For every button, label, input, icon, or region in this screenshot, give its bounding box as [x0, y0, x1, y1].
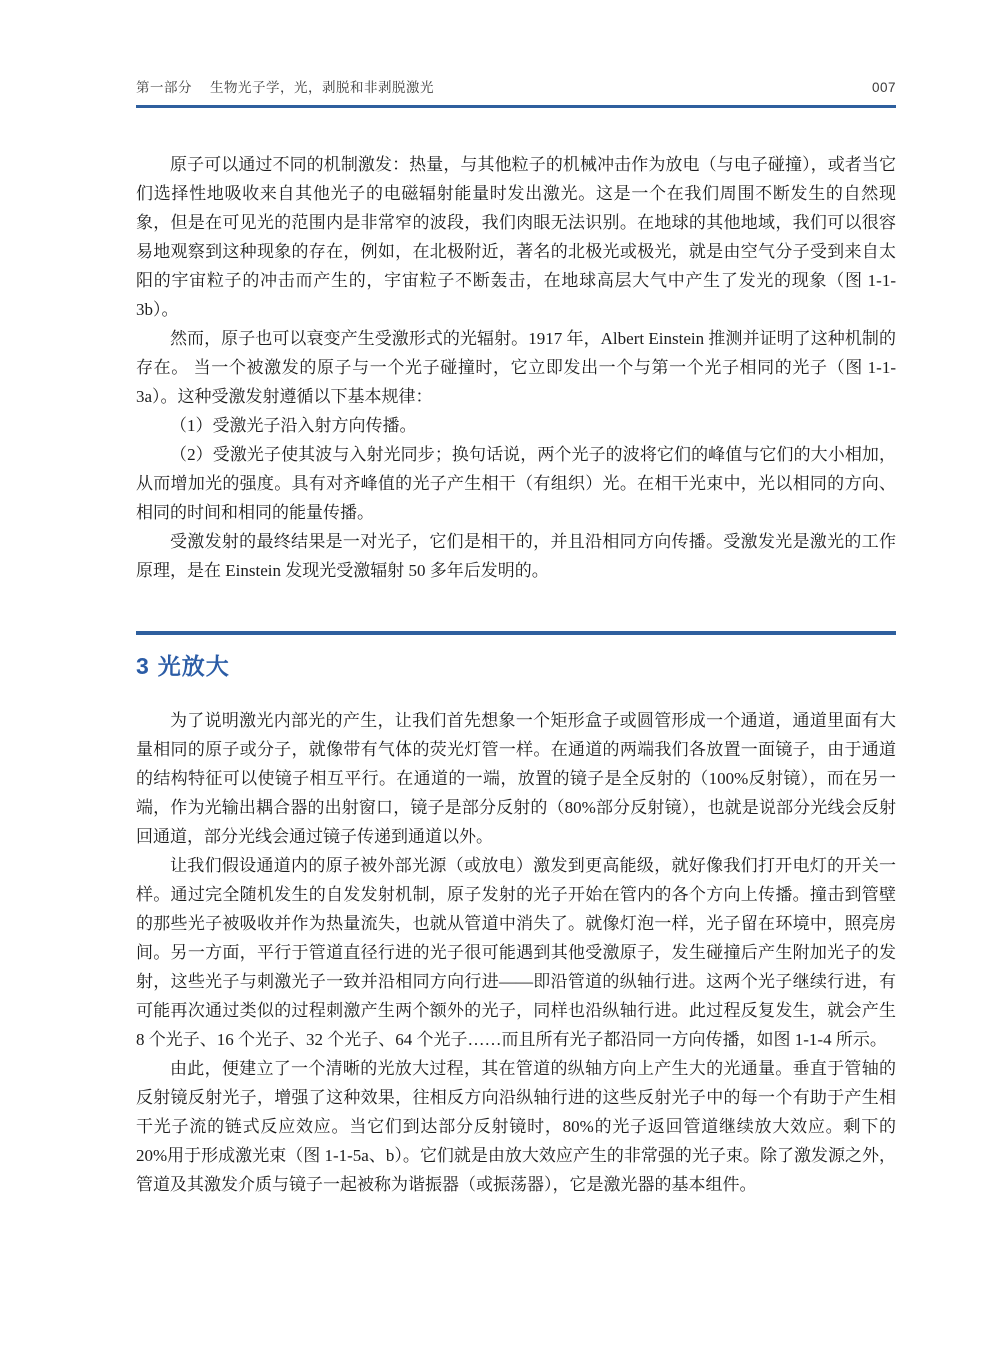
header-part-label: 第一部分 [136, 80, 192, 95]
running-header-titles [136, 76, 434, 96]
paragraph: 由此，便建立了一个清晰的光放大过程，其在管道的纵轴方向上产生大的光通量。垂直于管轴的反射镜反射光子，增强了这种效果，往相反方向沿纵轴行进的这些反射光子中的每一个有助于产生相干光子流的链式反应效应。当它们到达部分反射镜时，80%的光子返回管道继续放大效应。剩下的 20%用于形成激光束（图 1-1-5a、b）。它们就是由放大效应产生的非常强的光子束。除了激发源之外，管道及其激发介质与镜子一起被称为谐振器（或振荡器），它是激光器的基本组件。 [136, 1059, 896, 1194]
section-title: 光放大 [157, 653, 230, 679]
section-heading [136, 648, 896, 681]
page-content [136, 76, 896, 1199]
section-divider-rule [136, 631, 896, 635]
paragraph: 然而，原子也可以衰变产生受激形式的光辐射。1917 年，Albert Einstein 推测并证明了这种机制的存在。 当一个被激发的原子与一个光子碰撞时，它立即发出一个与第一个光子相同的光子（图 1-1-3a）。这种受激发射遵循以下基本规律： [136, 329, 896, 406]
page-number: 007 [871, 80, 896, 95]
list-item: （1）受激光子沿入射方向传播。 [170, 416, 417, 435]
section-text-block [136, 706, 896, 1199]
paragraph: 受激发射的最终结果是一对光子，它们是相干的，并且沿相同方向传播。受激发光是激光的工作原理，是在 Einstein 发现光受激辐射 50 多年后发明的。 [136, 532, 896, 580]
list-item: （2）受激光子使其波与入射光同步；换句话说，两个光子的波将它们的峰值与它们的大小相加，从而增加光的强度。具有对齐峰值的光子产生相干（有组织）光。在相干光束中，光以相同的方向、相同的时间和相同的能量传播。 [136, 445, 896, 522]
intro-text-block [136, 150, 896, 585]
header-rule [136, 105, 896, 108]
paragraph: 原子可以通过不同的机制激发：热量，与其他粒子的机械冲击作为放电（与电子碰撞），或者当它们选择性地吸收来自其他光子的电磁辐射能量时发出激光。这是一个在我们周围不断发生的自然现象，但是在可见光的范围内是非常窄的波段，我们肉眼无法识别。在地球的其他地域，我们可以很容易地观察到这种现象的存在，例如，在北极附近，著名的北极光或极光，就是由空气分子受到来自太阳的宇宙粒子的冲击而产生的，宇宙粒子不断轰击，在地球高层大气中产生了发光的现象（图 1-1-3b）。 [136, 155, 896, 319]
section-number: 3 [136, 653, 150, 679]
paragraph: 让我们假设通道内的原子被外部光源（或放电）激发到更高能级，就好像我们打开电灯的开关一样。通过完全随机发生的自发发射机制，原子发射的光子开始在管内的各个方向上传播。撞击到管壁的那些光子被吸收并作为热量流失，也就从管道中消失了。就像灯泡一样，光子留在环境中，照亮房间。另一方面，平行于管道直径行进的光子很可能遇到其他受激原子，发生碰撞后产生附加光子的发射，这些光子与刺激光子一致并沿相同方向行进——即沿管道的纵轴行进。这两个光子继续行进，有可能再次通过类似的过程刺激产生两个额外的光子，同样也沿纵轴行进。此过程反复发生，就会产生 8 个光子、16 个光子、32 个光子、64 个光子……而且所有光子都沿同一方向传播，如图 1-1-4 所示。 [136, 856, 896, 1049]
paragraph: 为了说明激光内部光的产生，让我们首先想象一个矩形盒子或圆管形成一个通道，通道里面有大量相同的原子或分子，就像带有气体的荧光灯管一样。在通道的两端我们各放置一面镜子，由于通道的结构特征可以使镜子相互平行。在通道的一端，放置的镜子是全反射的（100%反射镜），而在另一端，作为光输出耦合器的出射窗口，镜子是部分反射的（80%部分反射镜），也就是说部分光线会反射回通道，部分光线会通过镜子传递到通道以外。 [136, 711, 896, 846]
running-header [136, 76, 896, 96]
header-chapter-title: 生物光子学，光，剥脱和非剥脱激光 [210, 80, 434, 95]
